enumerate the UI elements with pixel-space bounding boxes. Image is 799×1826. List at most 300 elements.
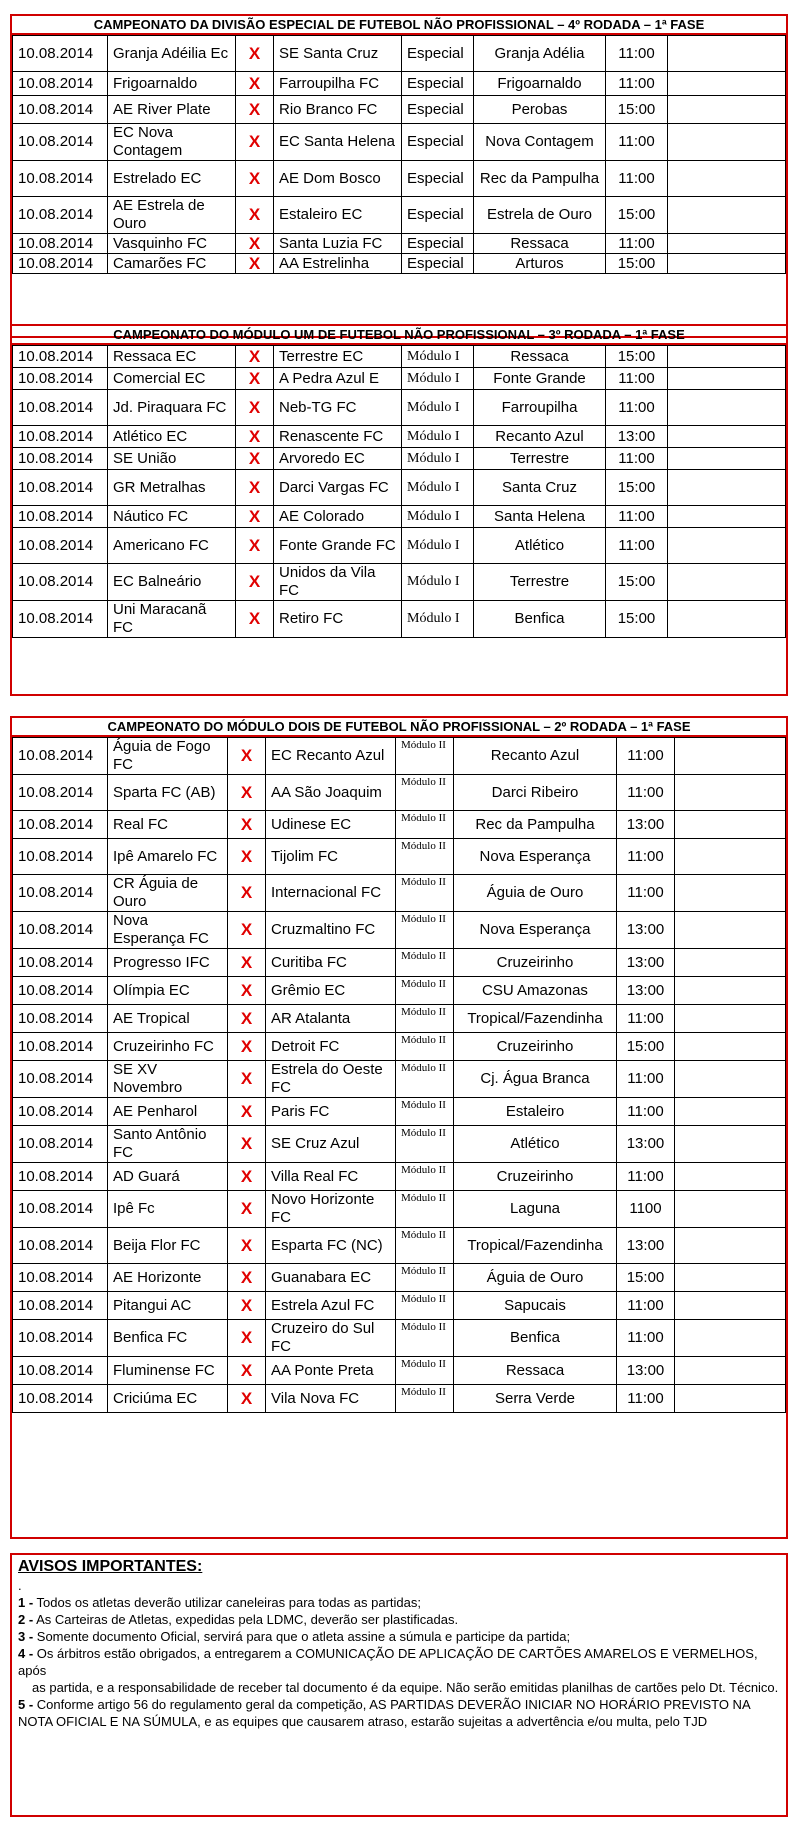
empty-cell [675, 1061, 786, 1098]
division: Módulo II [396, 1005, 454, 1033]
kickoff-time: 15:00 [617, 1033, 675, 1061]
division: Especial [402, 72, 474, 96]
versus-mark: X [228, 811, 266, 839]
versus-mark: X [236, 96, 274, 124]
division: Módulo II [396, 949, 454, 977]
match-row [13, 96, 786, 124]
match-row [13, 1126, 786, 1163]
division: Módulo II [396, 839, 454, 875]
match-row [13, 1292, 786, 1320]
match-row [13, 368, 786, 390]
match-date: 10.08.2014 [13, 528, 108, 564]
away-team: Fonte Grande FC [274, 528, 402, 564]
venue: Terrestre [474, 564, 606, 601]
empty-cell [675, 738, 786, 775]
venue: Granja Adélia [474, 36, 606, 72]
match-row [13, 36, 786, 72]
venue: Rec da Pampulha [474, 161, 606, 197]
home-team: Comercial EC [108, 368, 236, 390]
match-date: 10.08.2014 [13, 1292, 108, 1320]
kickoff-time: 11:00 [606, 390, 668, 426]
versus-mark: X [228, 775, 266, 811]
match-row [13, 775, 786, 811]
away-team: Darci Vargas FC [274, 470, 402, 506]
section-title: CAMPEONATO DO MÓDULO DOIS DE FUTEBOL NÃO PROFISSIONAL – 2º RODADA – 1ª FASE [12, 718, 786, 737]
versus-mark: X [236, 470, 274, 506]
empty-cell [675, 775, 786, 811]
match-row [13, 161, 786, 197]
match-row [13, 346, 786, 368]
venue: Nova Esperança [454, 912, 617, 949]
kickoff-time: 11:00 [606, 72, 668, 96]
away-team: Villa Real FC [266, 1163, 396, 1191]
kickoff-time: 11:00 [617, 875, 675, 912]
versus-mark: X [236, 601, 274, 638]
versus-mark: X [228, 1005, 266, 1033]
venue: Perobas [474, 96, 606, 124]
home-team: SE União [108, 448, 236, 470]
empty-cell [675, 811, 786, 839]
division: Especial [402, 36, 474, 72]
home-team: Frigoarnaldo [108, 72, 236, 96]
match-date: 10.08.2014 [13, 775, 108, 811]
home-team: AE Estrela de Ouro [108, 197, 236, 234]
versus-mark: X [236, 506, 274, 528]
division: Módulo I [402, 368, 474, 390]
kickoff-time: 11:00 [606, 161, 668, 197]
match-date: 10.08.2014 [13, 839, 108, 875]
versus-mark: X [236, 234, 274, 254]
kickoff-time: 15:00 [606, 96, 668, 124]
empty-cell [675, 1292, 786, 1320]
schedule-modulo-um [10, 324, 788, 696]
kickoff-time: 13:00 [617, 912, 675, 949]
section-title: CAMPEONATO DA DIVISÃO ESPECIAL DE FUTEBOL NÃO PROFISSIONAL – 4º RODADA – 1ª FASE [12, 16, 786, 35]
venue: Recanto Azul [454, 738, 617, 775]
division: Módulo II [396, 1292, 454, 1320]
match-date: 10.08.2014 [13, 197, 108, 234]
match-row [13, 1264, 786, 1292]
away-team: Paris FC [266, 1098, 396, 1126]
notice-number: 2 - [18, 1612, 34, 1627]
venue: Cruzeirinho [454, 1163, 617, 1191]
venue: Nova Esperança [454, 839, 617, 875]
versus-mark: X [236, 36, 274, 72]
venue: Benfica [454, 1320, 617, 1357]
away-team: Vila Nova FC [266, 1385, 396, 1413]
kickoff-time: 13:00 [617, 977, 675, 1005]
division: Módulo I [402, 346, 474, 368]
away-team: Arvoredo EC [274, 448, 402, 470]
versus-mark: X [228, 1385, 266, 1413]
empty-cell [668, 234, 786, 254]
match-row [13, 912, 786, 949]
notice-item [18, 1679, 780, 1696]
match-row [13, 234, 786, 254]
empty-cell [668, 124, 786, 161]
kickoff-time: 15:00 [606, 346, 668, 368]
empty-cell [675, 1163, 786, 1191]
match-date: 10.08.2014 [13, 368, 108, 390]
venue: Benfica [474, 601, 606, 638]
venue: Frigoarnaldo [474, 72, 606, 96]
division: Módulo II [396, 912, 454, 949]
match-date: 10.08.2014 [13, 601, 108, 638]
home-team: Atlético EC [108, 426, 236, 448]
home-team: SE XV Novembro [108, 1061, 228, 1098]
notice-item [18, 1645, 780, 1679]
versus-mark: X [236, 426, 274, 448]
venue: Estaleiro [454, 1098, 617, 1126]
home-team: Pitangui AC [108, 1292, 228, 1320]
division: Módulo I [402, 390, 474, 426]
venue: Águia de Ouro [454, 1264, 617, 1292]
kickoff-time: 15:00 [606, 197, 668, 234]
versus-mark: X [228, 738, 266, 775]
division: Módulo II [396, 1385, 454, 1413]
division: Módulo I [402, 470, 474, 506]
schedule-modulo-dois [10, 716, 788, 1539]
match-row [13, 811, 786, 839]
away-team: Novo Horizonte FC [266, 1191, 396, 1228]
schedule-table [12, 737, 786, 1413]
home-team: Ressaca EC [108, 346, 236, 368]
venue: Laguna [454, 1191, 617, 1228]
schedule-especial [10, 14, 788, 338]
empty-cell [675, 1005, 786, 1033]
kickoff-time: 11:00 [617, 1098, 675, 1126]
match-date: 10.08.2014 [13, 1264, 108, 1292]
home-team: AE Tropical [108, 1005, 228, 1033]
away-team: AA Estrelinha [274, 254, 402, 274]
home-team: Jd. Piraquara FC [108, 390, 236, 426]
versus-mark: X [236, 346, 274, 368]
empty-cell [675, 949, 786, 977]
away-team: AR Atalanta [266, 1005, 396, 1033]
notice-text: Todos os atletas deverão utilizar caneleiras para todas as partidas; [33, 1595, 421, 1610]
empty-cell [668, 528, 786, 564]
kickoff-time: 1100 [617, 1191, 675, 1228]
home-team: Camarões FC [108, 254, 236, 274]
venue: Ressaca [474, 234, 606, 254]
match-row [13, 1061, 786, 1098]
home-team: Ipê Amarelo FC [108, 839, 228, 875]
match-row [13, 977, 786, 1005]
division: Módulo II [396, 1061, 454, 1098]
division: Módulo II [396, 1098, 454, 1126]
match-row [13, 1385, 786, 1413]
versus-mark: X [236, 161, 274, 197]
notice-number: 3 - [18, 1629, 34, 1644]
home-team: Vasquinho FC [108, 234, 236, 254]
versus-mark: X [228, 1228, 266, 1264]
match-row [13, 738, 786, 775]
venue: Terrestre [474, 448, 606, 470]
match-date: 10.08.2014 [13, 1005, 108, 1033]
match-row [13, 124, 786, 161]
venue: CSU Amazonas [454, 977, 617, 1005]
venue: Atlético [454, 1126, 617, 1163]
empty-cell [668, 506, 786, 528]
division: Módulo II [396, 977, 454, 1005]
kickoff-time: 15:00 [606, 601, 668, 638]
home-team: Cruzeirinho FC [108, 1033, 228, 1061]
division: Módulo I [402, 601, 474, 638]
match-row [13, 601, 786, 638]
kickoff-time: 11:00 [617, 1061, 675, 1098]
away-team: EC Santa Helena [274, 124, 402, 161]
versus-mark: X [228, 1320, 266, 1357]
match-row [13, 197, 786, 234]
match-date: 10.08.2014 [13, 426, 108, 448]
home-team: Olímpia EC [108, 977, 228, 1005]
kickoff-time: 11:00 [617, 1320, 675, 1357]
match-date: 10.08.2014 [13, 564, 108, 601]
notice-number: 4 - [18, 1646, 34, 1661]
home-team: AE River Plate [108, 96, 236, 124]
kickoff-time: 11:00 [606, 448, 668, 470]
match-date: 10.08.2014 [13, 470, 108, 506]
division: Módulo II [396, 1320, 454, 1357]
home-team: Uni Maracanã FC [108, 601, 236, 638]
versus-mark: X [228, 839, 266, 875]
match-date: 10.08.2014 [13, 390, 108, 426]
kickoff-time: 11:00 [606, 36, 668, 72]
section-title: CAMPEONATO DO MÓDULO UM DE FUTEBOL NÃO PROFISSIONAL – 3º RODADA – 1ª FASE [12, 326, 786, 345]
empty-cell [675, 977, 786, 1005]
away-team: AA Ponte Preta [266, 1357, 396, 1385]
away-team: SE Cruz Azul [266, 1126, 396, 1163]
empty-cell [668, 346, 786, 368]
home-team: Náutico FC [108, 506, 236, 528]
match-row [13, 426, 786, 448]
home-team: GR Metralhas [108, 470, 236, 506]
home-team: Nova Esperança FC [108, 912, 228, 949]
empty-cell [675, 912, 786, 949]
match-row [13, 1357, 786, 1385]
home-team: Santo Antônio FC [108, 1126, 228, 1163]
away-team: Santa Luzia FC [274, 234, 402, 254]
away-team: Farroupilha FC [274, 72, 402, 96]
versus-mark: X [228, 1033, 266, 1061]
empty-cell [675, 1191, 786, 1228]
away-team: EC Recanto Azul [266, 738, 396, 775]
notice-number: 1 - [18, 1595, 34, 1610]
home-team: AE Penharol [108, 1098, 228, 1126]
away-team: Cruzeiro do Sul FC [266, 1320, 396, 1357]
match-row [13, 470, 786, 506]
division: Especial [402, 124, 474, 161]
notices-dot: . [18, 1578, 22, 1593]
venue: Águia de Ouro [454, 875, 617, 912]
home-team: Real FC [108, 811, 228, 839]
match-date: 10.08.2014 [13, 811, 108, 839]
empty-cell [668, 426, 786, 448]
away-team: Cruzmaltino FC [266, 912, 396, 949]
match-date: 10.08.2014 [13, 346, 108, 368]
match-date: 10.08.2014 [13, 875, 108, 912]
empty-cell [675, 1033, 786, 1061]
division: Módulo II [396, 1126, 454, 1163]
match-row [13, 1033, 786, 1061]
match-date: 10.08.2014 [13, 124, 108, 161]
venue: Atlético [474, 528, 606, 564]
home-team: Progresso IFC [108, 949, 228, 977]
notice-number: 5 - [18, 1697, 34, 1712]
empty-cell [668, 564, 786, 601]
versus-mark: X [228, 1191, 266, 1228]
home-team: Granja Adéilia Ec [108, 36, 236, 72]
match-row [13, 254, 786, 274]
kickoff-time: 11:00 [606, 234, 668, 254]
match-row [13, 1098, 786, 1126]
match-date: 10.08.2014 [13, 1163, 108, 1191]
notice-text: As Carteiras de Atletas, expedidas pela LDMC, deverão ser plastificadas. [33, 1612, 459, 1627]
versus-mark: X [228, 1163, 266, 1191]
division: Módulo II [396, 738, 454, 775]
venue: Fonte Grande [474, 368, 606, 390]
versus-mark: X [236, 368, 274, 390]
schedule-table [12, 35, 786, 274]
notice-item [18, 1611, 780, 1628]
versus-mark: X [228, 1126, 266, 1163]
kickoff-time: 11:00 [617, 1005, 675, 1033]
versus-mark: X [236, 564, 274, 601]
venue: Cj. Água Branca [454, 1061, 617, 1098]
home-team: AE Horizonte [108, 1264, 228, 1292]
home-team: Ipê Fc [108, 1191, 228, 1228]
match-row [13, 1163, 786, 1191]
kickoff-time: 15:00 [606, 564, 668, 601]
versus-mark: X [228, 1098, 266, 1126]
match-date: 10.08.2014 [13, 254, 108, 274]
versus-mark: X [228, 1264, 266, 1292]
kickoff-time: 11:00 [606, 506, 668, 528]
away-team: Curitiba FC [266, 949, 396, 977]
away-team: Grêmio EC [266, 977, 396, 1005]
division: Módulo I [402, 528, 474, 564]
division: Módulo II [396, 1228, 454, 1264]
kickoff-time: 15:00 [606, 254, 668, 274]
versus-mark: X [236, 197, 274, 234]
empty-cell [668, 601, 786, 638]
match-row [13, 1320, 786, 1357]
division: Módulo II [396, 775, 454, 811]
versus-mark: X [236, 390, 274, 426]
kickoff-time: 11:00 [617, 1292, 675, 1320]
kickoff-time: 11:00 [606, 528, 668, 564]
match-row [13, 448, 786, 470]
venue: Arturos [474, 254, 606, 274]
kickoff-time: 13:00 [617, 1126, 675, 1163]
home-team: EC Balneário [108, 564, 236, 601]
away-team: Retiro FC [274, 601, 402, 638]
venue: Ressaca [454, 1357, 617, 1385]
kickoff-time: 13:00 [617, 949, 675, 977]
away-team: Rio Branco FC [274, 96, 402, 124]
match-date: 10.08.2014 [13, 949, 108, 977]
home-team: Águia de Fogo FC [108, 738, 228, 775]
away-team: Estaleiro EC [274, 197, 402, 234]
versus-mark: X [236, 528, 274, 564]
match-date: 10.08.2014 [13, 1357, 108, 1385]
away-team: Esparta FC (NC) [266, 1228, 396, 1264]
notice-text: Conforme artigo 56 do regulamento geral da competição, AS PARTIDAS DEVERÃO INICIAR NO HORÁRIO PREVISTO NA NOTA OFICIAL E NA SÚMULA, e as equipes que causarem atraso, estarão sujeitas a advertência e/ou multa, pelo TJD [18, 1697, 750, 1729]
match-date: 10.08.2014 [13, 234, 108, 254]
kickoff-time: 11:00 [617, 839, 675, 875]
venue: Estrela de Ouro [474, 197, 606, 234]
versus-mark: X [228, 912, 266, 949]
venue: Cruzeirinho [454, 949, 617, 977]
division: Módulo II [396, 1264, 454, 1292]
notice-item [18, 1696, 780, 1730]
empty-cell [675, 1264, 786, 1292]
away-team: Unidos da Vila FC [274, 564, 402, 601]
home-team: Sparta FC (AB) [108, 775, 228, 811]
schedule-table [12, 345, 786, 638]
match-date: 10.08.2014 [13, 1191, 108, 1228]
match-date: 10.08.2014 [13, 506, 108, 528]
match-row [13, 390, 786, 426]
away-team: A Pedra Azul E [274, 368, 402, 390]
division: Módulo II [396, 811, 454, 839]
match-date: 10.08.2014 [13, 1098, 108, 1126]
home-team: AD Guará [108, 1163, 228, 1191]
venue: Nova Contagem [474, 124, 606, 161]
home-team: EC Nova Contagem [108, 124, 236, 161]
home-team: Criciúma EC [108, 1385, 228, 1413]
match-date: 10.08.2014 [13, 1385, 108, 1413]
empty-cell [675, 839, 786, 875]
away-team: Detroit FC [266, 1033, 396, 1061]
kickoff-time: 11:00 [617, 1163, 675, 1191]
match-date: 10.08.2014 [13, 96, 108, 124]
venue: Tropical/Fazendinha [454, 1228, 617, 1264]
division: Módulo II [396, 1163, 454, 1191]
division: Especial [402, 96, 474, 124]
division: Módulo I [402, 564, 474, 601]
away-team: SE Santa Cruz [274, 36, 402, 72]
kickoff-time: 11:00 [617, 1385, 675, 1413]
match-date: 10.08.2014 [13, 1061, 108, 1098]
notice-text: Somente documento Oficial, servirá para que o atleta assine a súmula e participe da partida; [33, 1629, 571, 1644]
division: Especial [402, 254, 474, 274]
notices-heading: AVISOS IMPORTANTES: [18, 1558, 203, 1575]
away-team: Neb-TG FC [274, 390, 402, 426]
venue: Farroupilha [474, 390, 606, 426]
match-date: 10.08.2014 [13, 912, 108, 949]
kickoff-time: 11:00 [617, 738, 675, 775]
kickoff-time: 13:00 [617, 1357, 675, 1385]
kickoff-time: 11:00 [606, 368, 668, 390]
home-team: Beija Flor FC [108, 1228, 228, 1264]
division: Módulo I [402, 506, 474, 528]
home-team: Benfica FC [108, 1320, 228, 1357]
division: Módulo II [396, 875, 454, 912]
match-row [13, 564, 786, 601]
empty-cell [675, 1098, 786, 1126]
versus-mark: X [228, 1357, 266, 1385]
versus-mark: X [236, 124, 274, 161]
venue: Cruzeirinho [454, 1033, 617, 1061]
venue: Serra Verde [454, 1385, 617, 1413]
match-row [13, 72, 786, 96]
notice-text: as partida, e a responsabilidade de receber tal documento é da equipe. Não serão emitidas planilhas de cartões pelo Dt. Técnico. [32, 1680, 779, 1695]
away-team: Estrela do Oeste FC [266, 1061, 396, 1098]
venue: Santa Cruz [474, 470, 606, 506]
empty-cell [668, 36, 786, 72]
match-row [13, 875, 786, 912]
